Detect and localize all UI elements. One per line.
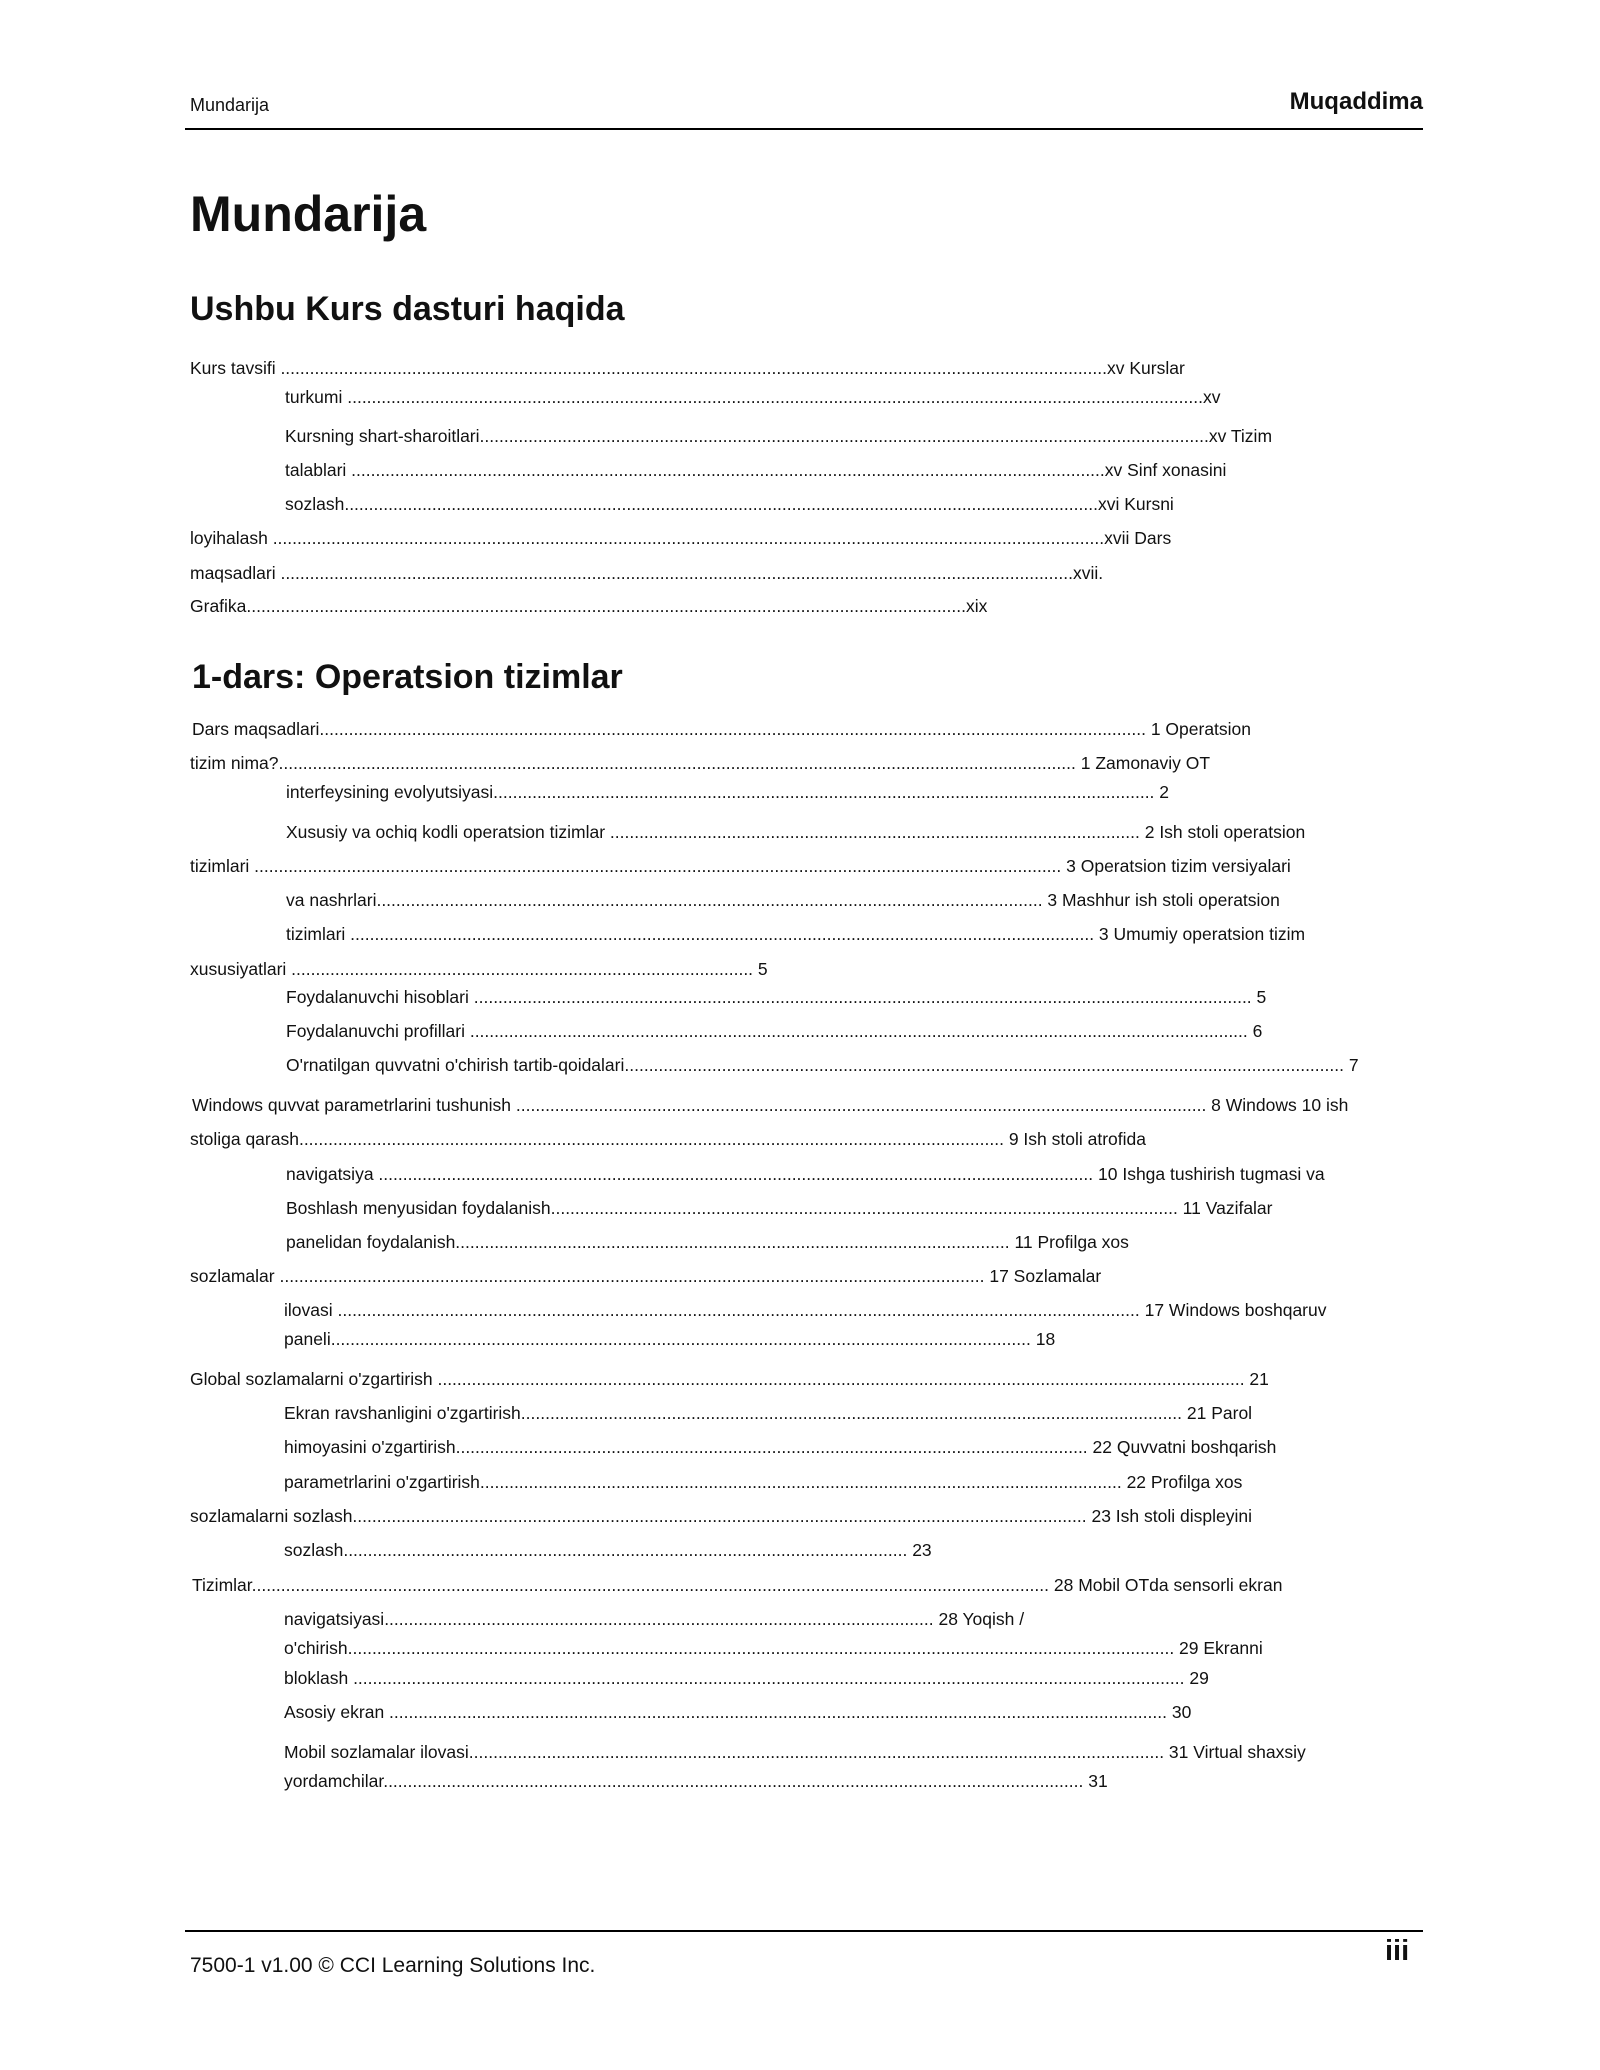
running-header-right: Muqaddima — [1289, 88, 1423, 115]
toc-line: Dars maqsadlari.......................................................................................................................................................................... 1 Operatsion — [192, 719, 1252, 739]
toc-line: va nashrlari......................................................................................................................................... 3 Mashhur ish stoli operatsion — [286, 890, 1280, 910]
toc-line: Ekran ravshanligini o'zgartirish........................................................................................................................................ 21 Parol — [284, 1403, 1253, 1423]
running-header-left: Mundarija — [190, 95, 270, 115]
toc-line: Asosiy ekran ................................................................................................................................................................ 30 — [284, 1702, 1192, 1722]
toc-line: parametrlarini o'zgartirish.................................................................................................................................... 22 Profilga xos — [284, 1472, 1243, 1492]
toc-line: xususiyatlari ............................................................................................... 5 — [190, 959, 768, 979]
toc-line: paneli................................................................................................................................................ 18 — [284, 1329, 1056, 1349]
toc-line: maqsadlari ...................................................................................................................................................................xvii. — [190, 563, 1104, 583]
toc-line: panelidan foydalanish.................................................................................................................. 11 Profilga xos — [286, 1232, 1129, 1252]
toc-line: Grafika....................................................................................................................................................xix — [190, 596, 988, 616]
toc-line: sozlash.................................................................................................................... 23 — [284, 1540, 932, 1560]
toc-line: ilovasi ..................................................................................................................................................................... 17 Windows boshqaruv — [284, 1300, 1327, 1320]
toc-line: loyihalash ...........................................................................................................................................................................xvii Dars — [190, 528, 1172, 548]
toc-line: sozlamalarni sozlash....................................................................................................................................................... 23 Ish stoli displeyini — [190, 1506, 1252, 1526]
footer-copyright: 7500-1 v1.00 © CCI Learning Solutions Inc. — [190, 1954, 596, 1977]
toc-line: Windows quvvat parametrlarini tushunish .............................................................................................................................................. 8 Windows 10 ish — [192, 1095, 1349, 1115]
toc-line: Kurs tavsifi ..........................................................................................................................................................................xv Kurslar — [190, 358, 1185, 378]
toc-line: navigatsiya ................................................................................................................................................... 10 Ishga tushirish tugmasi va — [286, 1164, 1325, 1184]
toc-line: Tizimlar.................................................................................................................................................................... 28 Mobil OTda sensorli ekran — [192, 1575, 1283, 1595]
toc-line: O'rnatilgan quvvatni o'chirish tartib-qoidalari.................................................................................................................................................... 7 — [286, 1055, 1359, 1075]
toc-line: Kursning shart-sharoitlari......................................................................................................................................................xv Tizim — [285, 426, 1273, 446]
toc-line: tizimlari ......................................................................................................................................................... 3 Umumiy operatsion tizim — [286, 924, 1306, 944]
toc-line: tizimlari ...................................................................................................................................................................... 3 Operatsion tizim versiyalari — [190, 856, 1291, 876]
toc-line: interfeysining evolyutsiyasi........................................................................................................................................ 2 — [286, 782, 1170, 802]
toc-line: yordamchilar................................................................................................................................................ 31 — [284, 1771, 1108, 1791]
toc-line: tizim nima?.................................................................................................................................................................... 1 Zamonaviy OT — [190, 753, 1211, 773]
toc-line: navigatsiyasi................................................................................................................. 28 Yoqish / — [284, 1609, 1025, 1629]
section-title-course: Ushbu Kurs dasturi haqida — [190, 290, 625, 328]
section-title-lesson-1: 1-dars: Operatsion tizimlar — [192, 658, 623, 696]
toc-line: stoliga qarash................................................................................................................................................. 9 Ish stoli atrofida — [190, 1129, 1146, 1149]
toc-line: Foydalanuvchi profillari ................................................................................................................................................................ 6 — [286, 1021, 1263, 1041]
toc-line: turkumi ................................................................................................................................................................................xv — [285, 387, 1221, 407]
toc-line: bloklash ........................................................................................................................................................................... 29 — [284, 1668, 1209, 1688]
toc-line: talablari ...........................................................................................................................................................xv Sinf xonasini — [285, 460, 1227, 480]
toc-line: o'chirish.......................................................................................................................................................................... 29 Ekranni — [284, 1638, 1263, 1658]
header-divider — [185, 128, 1423, 130]
page-number: iii — [1385, 1935, 1410, 1967]
toc-line: Foydalanuvchi hisoblari ................................................................................................................................................................ 5 — [286, 987, 1267, 1007]
toc-line: sozlash...........................................................................................................................................................xvi Kursni — [285, 494, 1174, 514]
toc-line: sozlamalar ................................................................................................................................................. 17 Sozlamalar — [190, 1266, 1102, 1286]
toc-line: Xususiy va ochiq kodli operatsion tizimlar ............................................................................................................. 2 Ish stoli operatsion — [286, 822, 1306, 842]
footer-divider — [185, 1930, 1423, 1932]
toc-line: Boshlash menyusidan foydalanish................................................................................................................................. 11 Vazifalar — [286, 1198, 1273, 1218]
toc-line: himoyasini o'zgartirish.................................................................................................................................. 22 Quvvatni boshqarish — [284, 1437, 1277, 1457]
page-title: Mundarija — [190, 186, 427, 242]
toc-line: Global sozlamalarni o'zgartirish ...................................................................................................................................................................... 21 — [190, 1369, 1269, 1389]
toc-line: Mobil sozlamalar ilovasi............................................................................................................................................... 31 Virtual shaxsiy — [284, 1742, 1306, 1762]
